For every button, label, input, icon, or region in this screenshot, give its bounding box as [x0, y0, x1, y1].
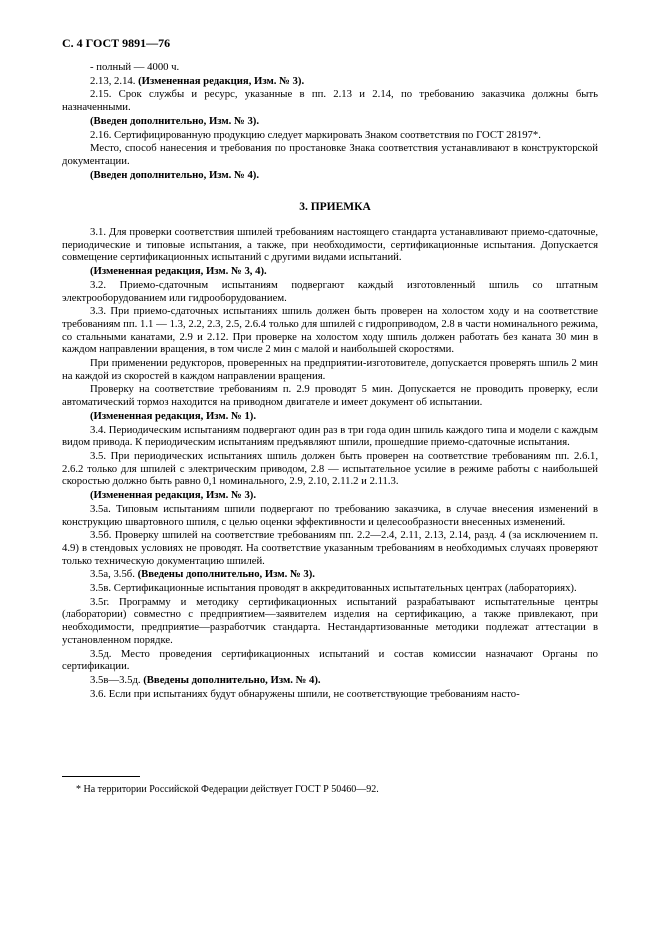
paragraph-text: 2.13, 2.14. [90, 74, 139, 87]
top-paragraphs [62, 61, 598, 181]
paragraph-text: 3.5в. Сертификационные испытания проводят в аккредитованных испытательных центрах (лабораториях). [90, 582, 577, 595]
footnote-divider [62, 776, 140, 777]
paragraph [62, 142, 598, 167]
section-heading: 3. ПРИЕМКА [299, 201, 371, 214]
paragraph [62, 674, 598, 687]
paragraph-text: При применении редукторов, проверенных на предприятии-изготовителе, допускается проверять шпиль 2 мин на каждой из скоростей в каждом направлении вращения. [62, 357, 598, 382]
paragraph-text: 3.2. Приемо-сдаточным испытаниям подвергают каждый изготовленный шпиль со штатным электрооборудованием или гидрооборудованием. [62, 278, 598, 304]
paragraph-text: 3.5б. Проверку шпилей на соответствие требованиям пп. 2.2—2.4, 2.11, 2.13, 2.14, разд. 4 (за исключением п. 4.9) в стендовых условиях не проводят. На соответствие указанным требованиям в необходимых случаях проверяют только техническую документацию шпилей. [62, 529, 598, 567]
paragraph [62, 169, 598, 182]
paragraph [62, 410, 598, 423]
paragraph-text: 3.1. Для проверки соответствия шпилей требованиям настоящего стандарта устанавливают приемо-сдаточные, периодические и типовые испытания, а также, при необходимости, сертификационные испытания. Допускается совмещение сертификационных испытаний с другими видами испытаний. [62, 226, 598, 264]
paragraph-text: 2.16. Сертифицированную продукцию следует маркировать Знаком соответствия по ГОСТ 28197*. [90, 128, 541, 141]
paragraph [62, 582, 598, 595]
paragraph [62, 357, 598, 382]
paragraph [62, 424, 598, 449]
paragraph-text: 3.3. При приемо-сдаточных испытаниях шпиль должен быть проверен на холостом ходу и на соответствие требованиям пп. 1.1 — 1.3, 2.2, 2.3, 2.5, 2.6.4 только для шпилей с гидроприводом, 2.8 в части номинального режима, со стальными канатами, 2.9 и 2.12. При проверке на холостом ходу шпиль должен работать без каната 30 мин в каждом направлении вращения, в том числе 2 мин с малой и наибольшей скоростями. [62, 305, 598, 356]
paragraph-text: Проверку на соответствие требованиям п. 2.9 проводят 5 мин. Допускается не проводить проверку, если автоматический тормоз находится на приводном двигателе и имеет документ об испытании. [62, 383, 598, 409]
paragraph-text: (Введен дополнительно, Изм. № 4). [90, 168, 260, 181]
footnote: * На территории Российской Федерации действует ГОСТ Р 50460—92. [76, 784, 379, 795]
amendment-note: (Введены дополнительно, Изм. № 3). [137, 568, 315, 581]
paragraph-text: (Измененная редакция, Изм. № 3). [90, 489, 257, 502]
paragraph [62, 61, 598, 74]
paragraph [62, 529, 598, 567]
paragraph [62, 115, 598, 128]
paragraph-text: 3.6. Если при испытаниях будут обнаружены шпили, не соответствующие требованиям насто- [90, 687, 520, 700]
paragraph [62, 450, 598, 488]
paragraph-text: (Введен дополнительно, Изм. № 3). [90, 114, 260, 127]
paragraph-text: (Измененная редакция, Изм. № 1). [90, 409, 257, 422]
paragraph [62, 648, 598, 673]
amendment-note: (Введены дополнительно, Изм. № 4). [143, 673, 321, 686]
paragraph [62, 75, 598, 88]
section-paragraphs [62, 226, 598, 700]
paragraph-text: 3.5а. Типовым испытаниям шпили подвергают по требованию заказчика, в случае внесения изменений в конструкцию швартовного шпиля, с целью оценки эффективности и целесообразности внесенных изменений. [62, 502, 598, 528]
paragraph [62, 489, 598, 502]
paragraph-text: (Измененная редакция, Изм. № 3, 4). [90, 265, 267, 278]
paragraph [62, 383, 598, 408]
paragraph [62, 265, 598, 278]
paragraph-text: 3.5а, 3.5б. [90, 568, 138, 581]
paragraph-text: 2.15. Срок службы и ресурс, указанные в пп. 2.13 и 2.14, по требованию заказчика должны быть назначенными. [62, 88, 598, 114]
paragraph [62, 305, 598, 356]
paragraph [62, 88, 598, 113]
paragraph [62, 226, 598, 264]
paragraph [62, 596, 598, 647]
paragraph-text: 3.5г. Программу и методику сертификационных испытаний разрабатывают испытательные центры (лаборатории) совместно с предприятием—заявителем изделия на сертификацию, а также привлекают, при необходимости, предприятие—разработчик стандарта. Нестандартизованные методики подлежат аттестации в установленном порядке. [62, 595, 598, 646]
page-header: С. 4 ГОСТ 9891—76 [62, 36, 171, 50]
paragraph-text: 3.4. Периодическим испытаниям подвергают один раз в три года один шпиль каждого типа и модели с каждым видом привода. К периодическим испытаниям предъявляют шпили, прошедшие приемо-сдаточные испытания. [62, 423, 598, 449]
paragraph-text: Место, способ нанесения и требования по простановке Знака соответствия устанавливают в конструкторской документации. [62, 142, 598, 167]
document-body [62, 61, 598, 701]
paragraph-text: 3.5в—3.5д. [90, 673, 144, 686]
paragraph [62, 503, 598, 528]
paragraph [62, 688, 598, 701]
paragraph [62, 129, 598, 142]
paragraph-text: 3.5д. Место проведения сертификационных испытаний и состав комиссии назначают Органы по сертификации. [62, 647, 598, 673]
paragraph [62, 568, 598, 581]
paragraph-text: - полный — 4000 ч. [90, 61, 180, 73]
paragraph [62, 279, 598, 304]
paragraph-text: 3.5. При периодических испытаниях шпиль должен быть проверен на соответствие требованиям пп. 2.6.1, 2.6.2 только для шпилей с электрическим приводом, 2.8 — испытательное усилие в режиме работы с наибольшей скоростью должно быть равно 0,1 номинального, 2.9, 2.10, 2.11.2 и 2.11.3. [62, 449, 598, 488]
amendment-note: (Измененная редакция, Изм. № 3). [138, 74, 305, 87]
